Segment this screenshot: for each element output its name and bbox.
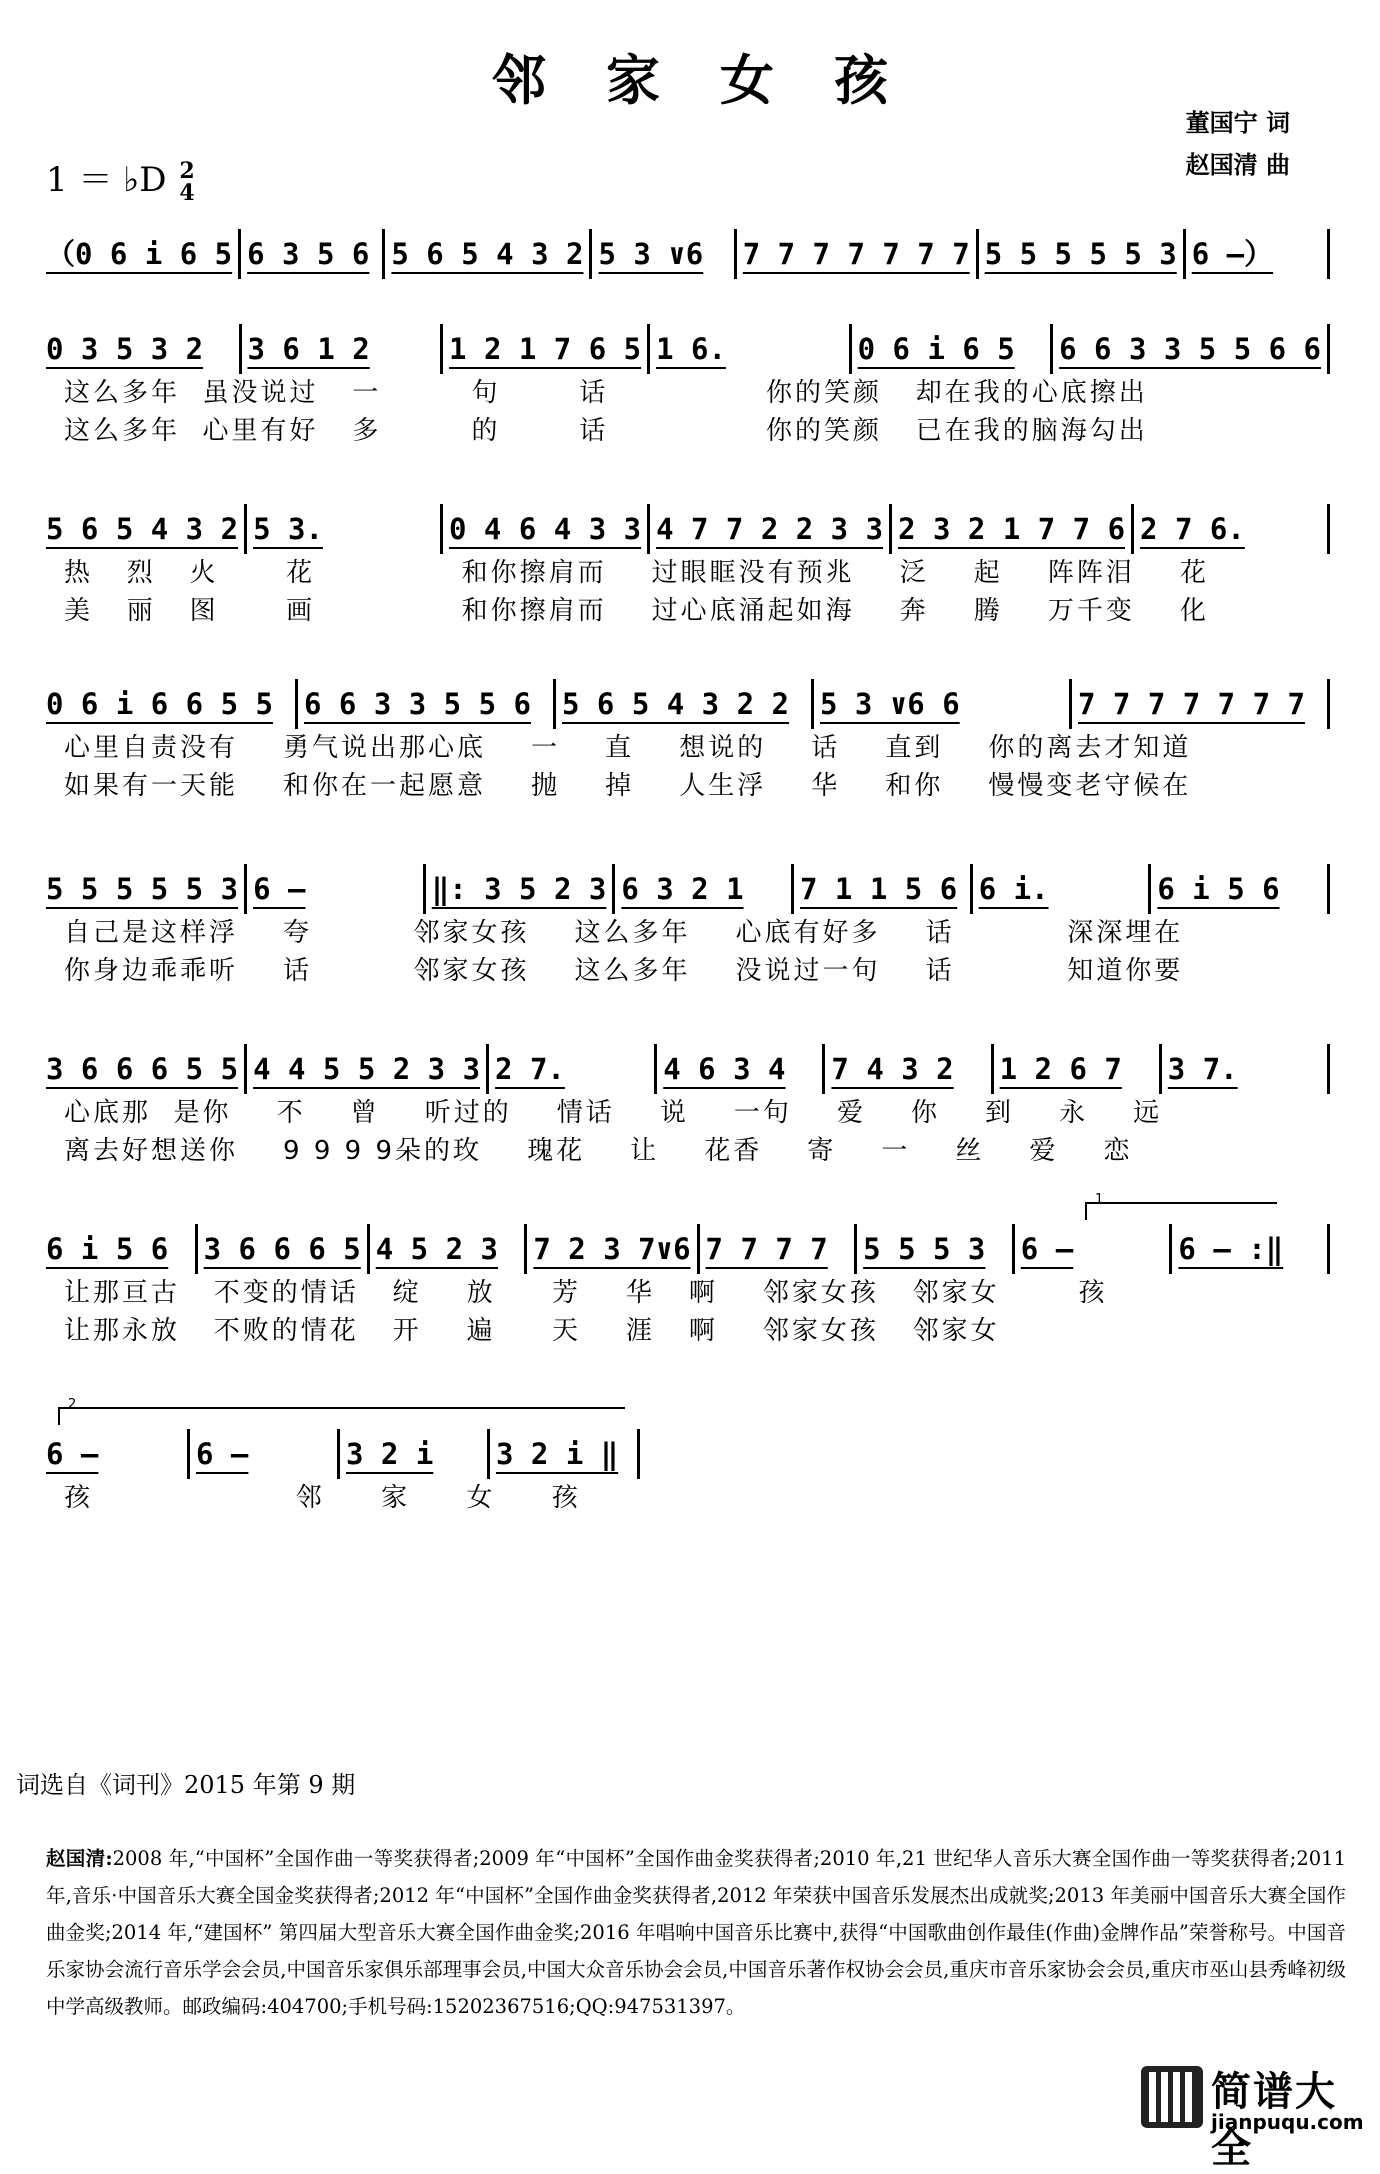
measure: 3 6 6 6 5	[195, 1224, 367, 1274]
measure: 6 – :‖	[1169, 1224, 1330, 1274]
key-signature	[46, 152, 195, 204]
volta-second-label: 2	[68, 1397, 77, 1412]
lyrics-source: 词选自《词刊》2015 年第 9 期	[16, 1771, 356, 1799]
lyric-line: 孩 邻 家 女 孩	[64, 1483, 581, 1513]
measure: 4 5 2 3	[367, 1224, 525, 1274]
measure: 0 6 i 6 5	[849, 324, 1051, 374]
notes-row	[40, 675, 1330, 729]
lyric-line: 这么多年 心里有好 多 的 话 你的笑颜 已在我的脑海勾出	[64, 416, 1148, 446]
volta-second	[58, 1397, 625, 1425]
score-row-6	[40, 1040, 1330, 1170]
measure: 6 –	[46, 1437, 99, 1471]
lyric-line: 自己是这样浮 夸 邻家女孩 这么多年 心底有好多 话 深深埋在	[64, 918, 1184, 948]
lyric-line: 离去好想送你 9 9 9 9朵的玫 瑰花 让 花香 寄 一 丝 爱 恋	[64, 1136, 1133, 1166]
measure: 2 7.	[486, 1044, 654, 1094]
notes-row	[40, 500, 1330, 554]
measure: 6 i.	[970, 864, 1149, 914]
measure: 4 4 5 5 2 3 3	[244, 1044, 486, 1094]
measure: 7 1 1 5 6	[791, 864, 970, 914]
measure: 6 6 3 3 5 5 6 6	[1050, 324, 1330, 374]
measure: 6 –）	[1183, 229, 1330, 279]
score-row-7	[40, 1220, 1330, 1350]
notes-row	[40, 1425, 640, 1479]
composer-credit: 赵国清 曲	[1185, 151, 1290, 179]
measure: 7 7 7 7 7 7 7	[1069, 679, 1330, 729]
measure: 2 3 2 1 7 7 6	[889, 504, 1131, 554]
measure: 3 6 1 2	[239, 324, 441, 374]
measure: 5 3.	[244, 504, 440, 554]
time-top: 2	[179, 158, 195, 184]
measure: 5 3 ∨6 6	[811, 679, 1069, 729]
measure: 6 6 3 3 5 5 6	[295, 679, 553, 729]
composer-bio	[46, 1840, 1346, 2025]
score-row-1	[40, 225, 1330, 279]
notes-row	[40, 320, 1330, 374]
lyric-line: 心里自责没有 勇气说出那心底 一 直 想说的 话 直到 你的离去才知道	[64, 733, 1192, 763]
measure: 0 3 5 3 2	[46, 332, 204, 366]
measure: 1 2 1 7 6 5	[440, 324, 647, 374]
measure: 7 7 7 7	[697, 1224, 855, 1274]
measure: ‖: 3 5 2 3	[423, 864, 613, 914]
notes-row	[40, 225, 1330, 279]
key-label: 1 ＝ ♭D	[46, 160, 167, 200]
score-row-3	[40, 500, 1330, 630]
lyric-line: 热 烈 火 花 和你擦肩而 过眼眶没有预兆 泛 起 阵阵泪 花	[64, 558, 1209, 588]
notes-row	[40, 1040, 1330, 1094]
measure: 5 5 5 5 5 3	[46, 872, 239, 906]
measure: 1 2 6 7	[991, 1044, 1159, 1094]
lyric-line: 让那永放 不败的情花 开 遍 天 涯 啊 邻家女孩 邻家女	[64, 1316, 1000, 1346]
measure: 2 7 6.	[1131, 504, 1330, 554]
measure: 6 i 5 6	[46, 1232, 169, 1266]
measure: 3 2 i	[337, 1429, 487, 1479]
lyric-line: 这么多年 虽没说过 一 句 话 你的笑颜 却在我的心底擦出	[64, 378, 1148, 408]
measure: 3 7.	[1159, 1044, 1330, 1094]
lyric-line: 你身边乖乖听 话 邻家女孩 这么多年 没说过一句 话 知道你要	[64, 956, 1184, 986]
measure: 4 7 7 2 2 3 3	[647, 504, 889, 554]
volta-first	[1085, 1192, 1277, 1220]
lyric-line: 让那亘古 不变的情话 绽 放 芳 华 啊 邻家女孩 邻家女 孩	[64, 1278, 1108, 1308]
measure: 6 i 5 6	[1148, 864, 1330, 914]
measure: 3 6 6 6 5 5	[46, 1052, 239, 1086]
site-logo[interactable]	[1141, 2060, 1366, 2172]
measure: 5 6 5 4 3 2	[382, 229, 589, 279]
measure: 6 –	[1012, 1224, 1170, 1274]
notes-row	[40, 860, 1330, 914]
time-signature	[179, 160, 194, 204]
logo-name: 简谱大全	[1211, 2069, 1337, 2172]
measure: 4 6 3 4	[654, 1044, 822, 1094]
measure: 0 6 i 6 6 5 5	[46, 687, 273, 721]
notes-row	[40, 1220, 1330, 1274]
measure: 3 2 i ‖	[487, 1429, 640, 1479]
credits	[1186, 102, 1290, 186]
measure: 5 3 ∨6	[589, 229, 733, 279]
bio-name: 赵国清:	[46, 1847, 113, 1870]
measure: 7 7 7 7 7 7 7	[734, 229, 976, 279]
measure: 7 4 3 2	[822, 1044, 990, 1094]
logo-url: jianpuqu.com	[1211, 2110, 1364, 2134]
time-bottom: 4	[179, 180, 195, 206]
score-row-8	[40, 1425, 640, 1517]
measure: 6 –	[244, 864, 423, 914]
measure: 6 3 5 6	[238, 229, 382, 279]
score-row-4	[40, 675, 1330, 805]
piano-icon	[1141, 2066, 1203, 2128]
measure: 7 2 3 7∨6	[524, 1224, 696, 1274]
measure: （0 6 i 6 5	[46, 237, 233, 271]
page-title: 邻家女孩	[492, 48, 948, 112]
bio-text: 2008 年,“中国杯”全国作曲一等奖获得者;2009 年“中国杯”全国作曲金奖获得者;2010 年,21 世纪华人音乐大赛全国作曲一等奖获得者;2011 年,音乐·中国音乐大赛全国金奖获得者;2012 年“中国杯”全国作曲金奖获得者,2012 年荣获中国音乐发展杰出成就奖;2013 年美丽中国音乐大赛全国作曲金奖;2014 年,“建国杯” 第四届大型音乐大赛全国作曲金奖;2016 年唱响中国音乐比赛中,获得“中国歌曲创作最佳(作曲)金牌作品”荣誉称号。中国音乐家协会流行音乐学会会员,中国音乐家俱乐部理事会员,中国大众音乐协会会员,中国音乐著作权协会会员,重庆市音乐家协会会员,重庆市巫山县秀峰初级中学高级教师。邮政编码:404700;手机号码:15202367516;QQ:947531397。	[46, 1847, 1346, 2018]
score-row-5	[40, 860, 1330, 990]
score-row-2	[40, 320, 1330, 450]
measure: 5 5 5 3	[854, 1224, 1012, 1274]
measure: 6 3 2 1	[612, 864, 791, 914]
lyricist-credit: 董国宁 词	[1185, 109, 1290, 137]
measure: 0 4 6 4 3 3	[440, 504, 647, 554]
lyric-line: 美 丽 图 画 和你擦肩而 过心底涌起如海 奔 腾 万千变 化	[64, 596, 1209, 626]
volta-first-label: 1	[1095, 1192, 1104, 1207]
measure: 5 5 5 5 5 3	[976, 229, 1183, 279]
lyric-line: 如果有一天能 和你在一起愿意 抛 掉 人生浮 华 和你 慢慢变老守候在	[64, 771, 1192, 801]
measure: 5 6 5 4 3 2 2	[553, 679, 811, 729]
measure: 1 6.	[647, 324, 849, 374]
measure: 6 –	[187, 1429, 337, 1479]
lyric-line: 心底那 是你 不 曾 听过的 情话 说 一句 爱 你 到 永 远	[64, 1098, 1163, 1128]
measure: 5 6 5 4 3 2	[46, 512, 239, 546]
